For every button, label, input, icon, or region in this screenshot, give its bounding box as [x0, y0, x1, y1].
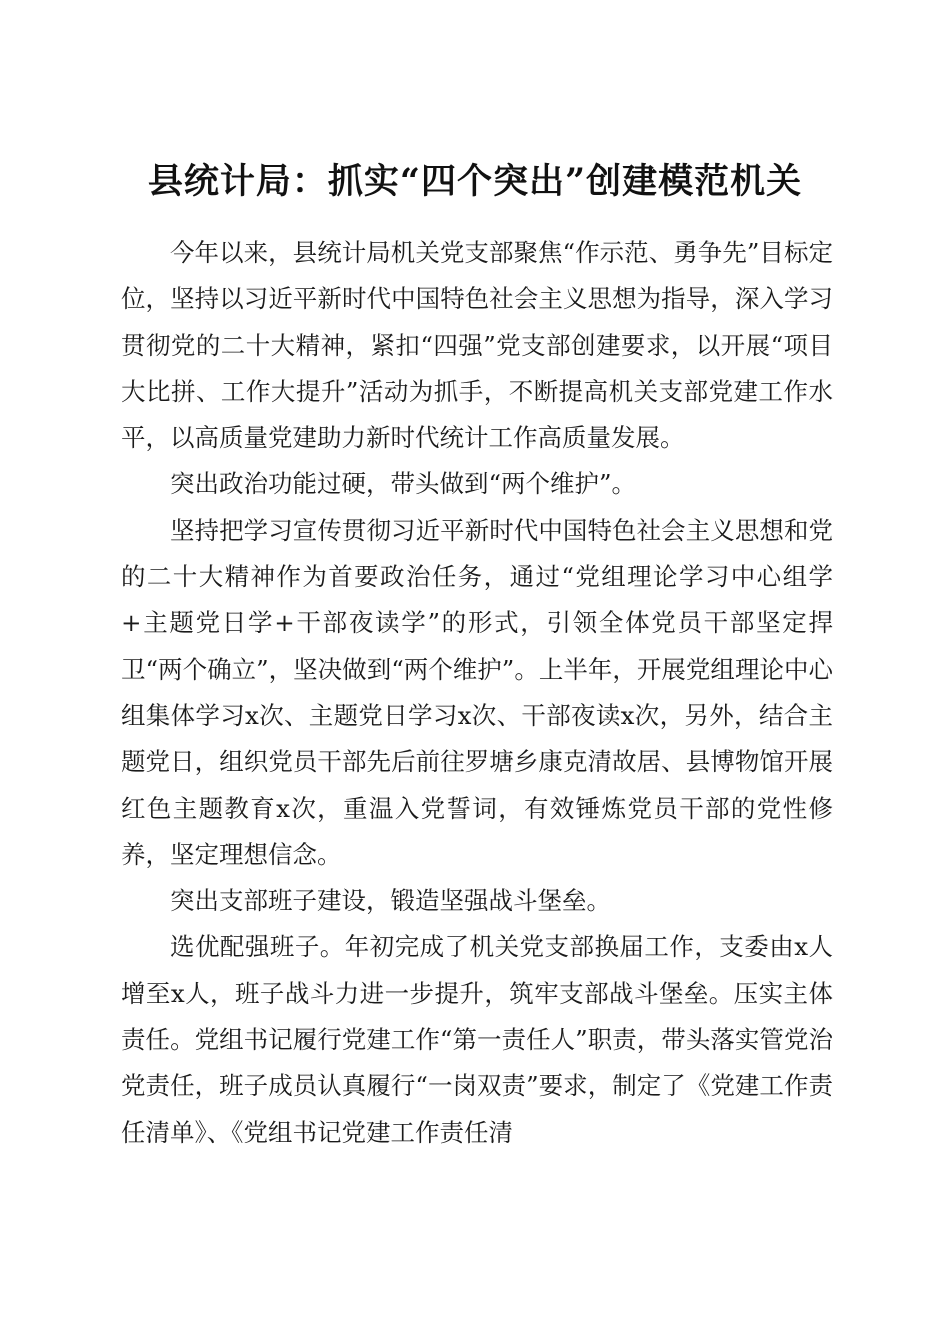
- paragraph-branch-team: 选优配强班子。年初完成了机关党支部换届工作，支委由x人增至x人，班子战斗力进一步提升，筑牢支部战斗堡垒。压实主体责任。党组书记履行党建工作“第一责任人”职责，带头落实管党治党责任，班子成员认真履行“一岗双责”要求，制定了《党建工作责任清单》、《党组书记党建工作责任清: [121, 932, 833, 1147]
- paragraph-political-study: 坚持把学习宣传贯彻习近平新时代中国特色社会主义思想和党的二十大精神作为首要政治任务，通过“党组理论学习中心组学+主题党日学+干部夜读学”的形式，引领全体党员干部坚定捍卫“两个确立”，坚决做到“两个维护”。上半年，开展党组理论中心组集体学习x次、主题党日学习x次、干部夜读x次，另外，结合主题党日，组织党员干部先后前往罗塘乡康克清故居、县博物馆开展红色主题教育x次，重温入党誓词，有效锤炼党员干部的党性修养，坚定理想信念。: [121, 515, 833, 869]
- document-body: [121, 230, 833, 1156]
- section-heading-branch-building: 突出支部班子建设，锻造坚强战斗堡垒。: [170, 886, 611, 916]
- paragraph-intro: 今年以来，县统计局机关党支部聚焦“作示范、勇争先”目标定位，坚持以习近平新时代中国特色社会主义思想为指导，深入学习贯彻党的二十大精神，紧扣“四强”党支部创建要求，以开展“项目大比拼、工作大提升”活动为抓手，不断提高机关支部党建工作水平，以高质量党建助力新时代统计工作高质量发展。: [121, 238, 833, 453]
- document-title: 县统计局：抓实“四个突出”创建模范机关: [147, 161, 803, 203]
- section-heading-political-function: 突出政治功能过硬，带头做到“两个维护”。: [170, 469, 637, 499]
